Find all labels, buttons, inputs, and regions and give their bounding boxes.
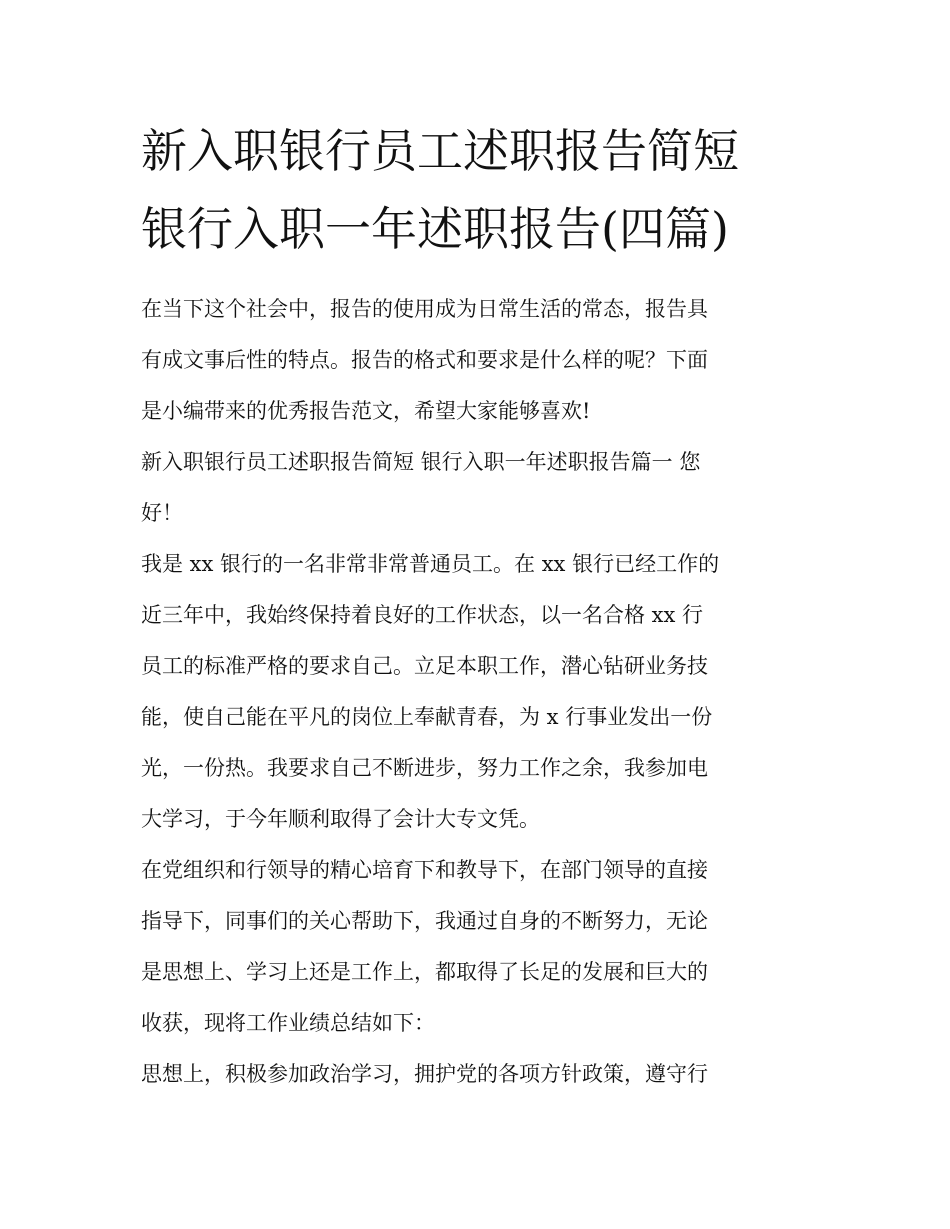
paragraph-ideology [141,1049,811,1100]
title-line-1: 新入职银行员工述职报告简短 [141,124,739,178]
paragraph-line: 近三年中，我始终保持着良好的工作状态，以一名合格 xx 行 [141,603,704,627]
paragraph-line: 思想上，积极参加政治学习，拥护党的各项方针政策，遵守行 [141,1062,708,1086]
paragraph-line: 是思想上、学习上还是工作上，都取得了长足的发展和巨大的 [141,960,708,984]
paragraph-line: 能，使自己能在平凡的岗位上奉献青春，为 x 行事业发出一份 [141,705,713,729]
paragraph-line: 我是 xx 银行的一名非常非常普通员工。在 xx 银行已经工作的 [141,552,720,576]
paragraph-line: 收获，现将工作业绩总结如下： [141,1011,435,1035]
document-body [141,284,811,1100]
paragraph-line: 光，一份热。我要求自己不断进步，努力工作之余，我参加电 [141,756,708,780]
paragraph-intro [141,284,811,437]
paragraph-line: 是小编带来的优秀报告范文，希望大家能够喜欢! [141,399,591,423]
paragraph-section-heading [141,437,811,539]
paragraph-summary-intro [141,845,811,1049]
document-content [141,112,811,1100]
paragraph-line: 有成文事后性的特点。报告的格式和要求是什么样的呢？下面 [141,348,708,372]
paragraph-line: 新入职银行员工述职报告简短 银行入职一年述职报告篇一 您 [141,450,701,474]
title-line-2: 银行入职一年述职报告(四篇) [141,202,729,256]
paragraph-line: 大学习，于今年顺利取得了会计大专文凭。 [141,807,540,831]
paragraph-self-introduction [141,539,811,845]
paragraph-line: 好！ [141,501,183,525]
paragraph-line: 指导下，同事们的关心帮助下，我通过自身的不断努力，无论 [141,909,708,933]
paragraph-line: 在党组织和行领导的精心培育下和教导下，在部门领导的直接 [141,858,708,882]
document-title [141,112,811,268]
paragraph-line: 在当下这个社会中，报告的使用成为日常生活的常态，报告具 [141,297,708,321]
paragraph-line: 员工的标准严格的要求自己。立足本职工作，潜心钻研业务技 [141,654,708,678]
